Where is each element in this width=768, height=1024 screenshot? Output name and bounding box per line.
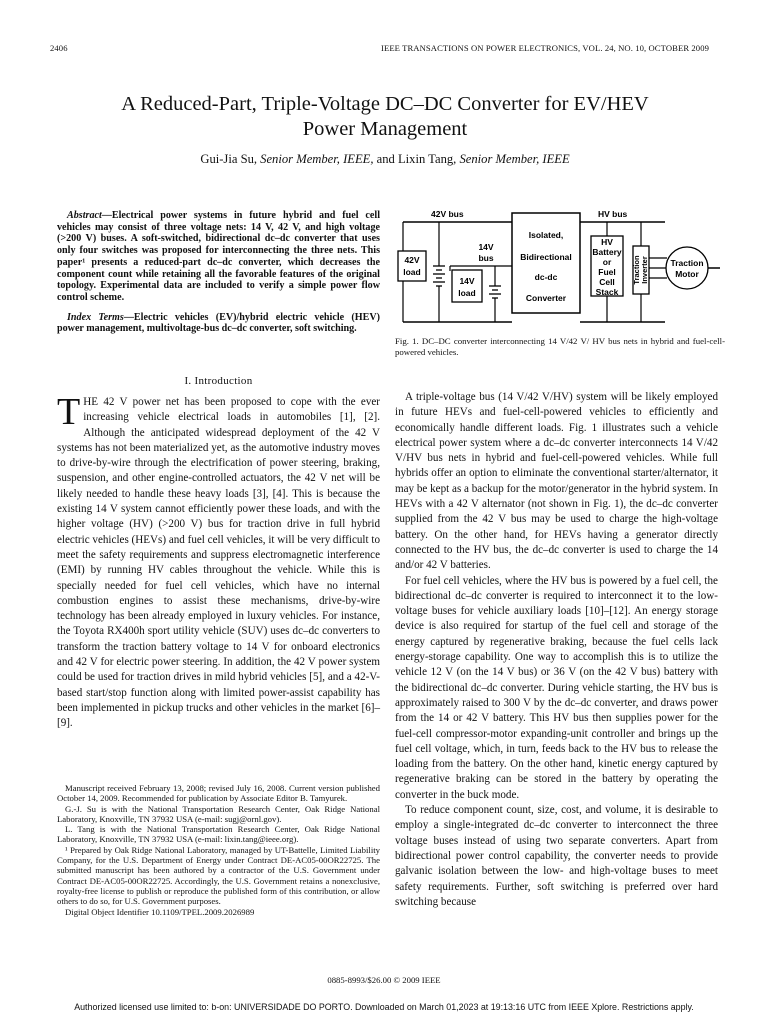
page-number: 2406	[50, 43, 68, 53]
author-separator: and	[373, 152, 398, 166]
author-role: Senior Member, IEEE	[459, 152, 570, 166]
label-42v-bus: 42V bus	[431, 209, 464, 219]
figure-1-diagram	[395, 206, 725, 336]
footnote-author-2: L. Tang is with the National Transportation Research Center, Oak Ridge National Laboratory, Knoxville, TN 37932 USA (e-mail: lixin.tang@ieee.org).	[57, 824, 380, 845]
intro-text: HE 42 V power net has been proposed to cope with the ever increasing vehicle electrical loads in automobiles [1], [2]. Although the anticipated widespread deployment of the 42 V systems has not been materialized yet, as the automotive industry moves to drive-by-wire through the electrification of power steering, braking, suspension, and other engine-controlled actuators, the 42 V net will be likely needed to handle these heavy loads [3], [4]. This is because the existing 14 V system cannot efficiently power these loads, and with the higher voltage (HV) (>200 V) bus for traction drive in full hybrid electric vehicles (HEVs) and fuel cell vehicles, it will be very difficult to meet the safety requirements and suppress electromagnetic interference (EMI) by running HV cables throughout the vehicle. While this is specially needed for fuel cell vehicles, which have no internal combustion engines to assist these mechanisms, drive-by-wire technology has been already employed in luxury vehicles. For instance, the Toyota RX400h sport utility vehicle (SUV) uses dc–dc converters to transform the traction battery voltage to 14 V for onboard electronics and 42 V for electric power steering. In addition, the 42 V power system could be used for traction drives in mild hybrid vehicles [5], and a 42-V-based start/stop function along with limited power-assist capability has been implemented in pickup trucks and other vehicles in the market [6]–[9].	[57, 396, 380, 730]
author-list	[60, 152, 710, 167]
battery-label: or	[602, 257, 612, 267]
abstract-label: Abstract	[67, 210, 102, 221]
drop-cap: T	[57, 391, 81, 433]
intro-body	[57, 391, 380, 732]
author-name: Lixin Tang,	[397, 152, 457, 166]
footnote-author-1: G.-J. Su is with the National Transportation Research Center, Oak Ridge National Laboratory, Knoxville, TN 37932 USA (e-mail: sugj@ornl.gov).	[57, 803, 380, 824]
license-notice: Authorized licensed use limited to: b-on: UNIVERSIDADE DO PORTO. Downloaded on March 01,2023 at 19:13:16 UTC from IEEE Xplore. Restrictions apply.	[74, 1002, 694, 1012]
battery-label: Cell	[599, 277, 615, 287]
converter-label: Converter	[525, 293, 567, 303]
body-paragraph: For fuel cell vehicles, where the HV bus is powered by a fuel cell, the bidirectional dc–dc converter is required to interconnect it to the low-voltage buses for vehicle auxiliary loads [10]–[12]. An energy storage device is also required for startup of the fuel cell and storage of the energy captured by regenerative braking, because the fuel cells lack energy-storage capability. One way to accomplish this is to utilize the vehicle 12 V (on the 14 V bus) or 36 V (on the 42 V bus) battery with the bidirectional dc–dc converter. During vehicle starting, the HV bus is approximately raised to 300 V by the dc–dc converter, and draws power from the 14 or 42 V battery. This HV bus then supplies power for the fuel-cell compressor-motor expanding-unit controller and brings up the fuel cell voltage, which, in turn, feeds back to the HV bus to release the loading from the battery. On the other hand, kinetic energy captured by regenerative braking can be stored in the battery by operating the converter in the buck mode.	[395, 574, 718, 801]
battery-label: Stack	[595, 287, 619, 297]
motor-label: Traction	[670, 258, 704, 268]
index-terms-text: —Electric vehicles (EV)/hybrid electric vehicle (HEV) power management, multivoltage-bus dc–dc converter, soft switching.	[57, 311, 380, 335]
label-hv-bus: HV bus	[598, 209, 628, 219]
abstract-paragraph	[57, 210, 380, 304]
label-14v-load: load	[458, 288, 476, 298]
footnotes	[57, 783, 380, 917]
intro-paragraph	[57, 391, 380, 732]
footnote-manuscript: Manuscript received February 13, 2008; revised July 16, 2008. Current version published October 14, 2009. Recommended for publication by Associate Editor B. Tamyurek.	[57, 783, 380, 804]
converter-label: Bidirectional	[520, 252, 572, 262]
journal-header: IEEE TRANSACTIONS ON POWER ELECTRONICS, VOL. 24, NO. 10, OCTOBER 2009	[381, 43, 709, 53]
converter-label: dc-dc	[534, 272, 558, 282]
footnote-funding: ¹ Prepared by Oak Ridge National Laboratory, managed by UT-Battelle, Limited Liability Company, for the U.S. Department of Energy under Contract DE-AC05-00OR22725. The submitted manuscript has been authored by a contractor of the U.S. Government under Contract DE-AC05-00OR22725. Accordingly, the U.S. Government retains a nonexclusive, royalty-free license to publish or reproduce the published form of this contribution, or allow others to do so, for U.S. Government purposes.	[57, 844, 380, 907]
battery-label: HV	[601, 237, 613, 247]
body-paragraph: To reduce component count, size, cost, and volume, it is desirable to employ a single-integrated dc–dc converter to interconnect the three voltage buses instead of using two separate converters. Apart from bidirectional power control capability, the converter needs to provide galvanic isolation between the low- and high-voltage buses to meet safety requirements. Further, soft switching is preferred over hard switching because	[395, 804, 718, 908]
title-line-1: A Reduced-Part, Triple-Voltage DC–DC Converter for EV/HEV	[121, 93, 649, 115]
index-terms	[57, 312, 380, 335]
right-column-body	[395, 390, 718, 910]
footnote-doi: Digital Object Identifier 10.1109/TPEL.2009.2026989	[65, 906, 255, 917]
section-heading: I. Introduction	[184, 375, 253, 387]
body-paragraph: A triple-voltage bus (14 V/42 V/HV) system will be likely employed in future HEVs and fuel-cell-powered vehicles to efficiently and economically handle different loads. Fig. 1 illustrates such a vehicle electrical power system where a dc–dc converter interconnects 14 V/42 V/HV bus nets in hybrid and fuel-cell-powered vehicles. While full hybrids offer an option to eliminate the conventional starter/alternator, it may be kept as a backup for the motor/generator in the hybrid system. In HEVs with a 42 V alternator (not shown in Fig. 1), the dc–dc converter supplied from the 42 V bus may be used to charge the high-voltage battery. On the other hand, for HEVs having a generator directly connected to the HV bus, the dc–dc converter is used to charge the 14 and/or 42 V batteries.	[395, 391, 718, 572]
converter-label: Isolated,	[528, 230, 564, 240]
title-line-2: Power Management	[302, 118, 468, 140]
motor-label: Motor	[675, 269, 699, 279]
abstract-text: —Electrical power systems in future hybrid and fuel cell vehicles may consist of three voltage nets: 14 V, 42 V, and high voltage (>200 V) buses. A soft-switched, bidirectional dc–dc converter that uses only four switches was proposed for interconnecting the three nets. This paper¹ presents a reduced-part dc–dc converter, which decreases the component count while retaining all the favorable features of the original topology. Experimental data are included to verify a simple power flow control scheme.	[57, 210, 380, 303]
copyright-notice: 0885-8993/$26.00 © 2009 IEEE	[327, 975, 441, 985]
inverter-label: Inverter	[640, 256, 649, 284]
label-14v-bus: 14V	[478, 242, 494, 252]
author-role: Senior Member, IEEE,	[260, 152, 374, 166]
label-42v-load: 42V	[404, 255, 420, 265]
battery-label: Fuel	[598, 267, 616, 277]
abstract	[57, 210, 380, 343]
figure-1-caption: Fig. 1. DC–DC converter interconnecting 14 V/42 V/ HV bus nets in hybrid and fuel-cell-powered vehicles.	[395, 336, 725, 357]
author-name: Gui-Jia Su,	[200, 152, 258, 166]
label-14v-bus: bus	[478, 253, 494, 263]
index-terms-label: Index Terms	[67, 311, 124, 323]
inverter-label: Traction	[632, 255, 641, 285]
traction-motor-circle	[666, 247, 708, 289]
paper-title	[60, 92, 710, 142]
label-42v-load: load	[403, 267, 421, 277]
label-14v-load: 14V	[459, 276, 475, 286]
battery-label: Battery	[592, 247, 622, 257]
